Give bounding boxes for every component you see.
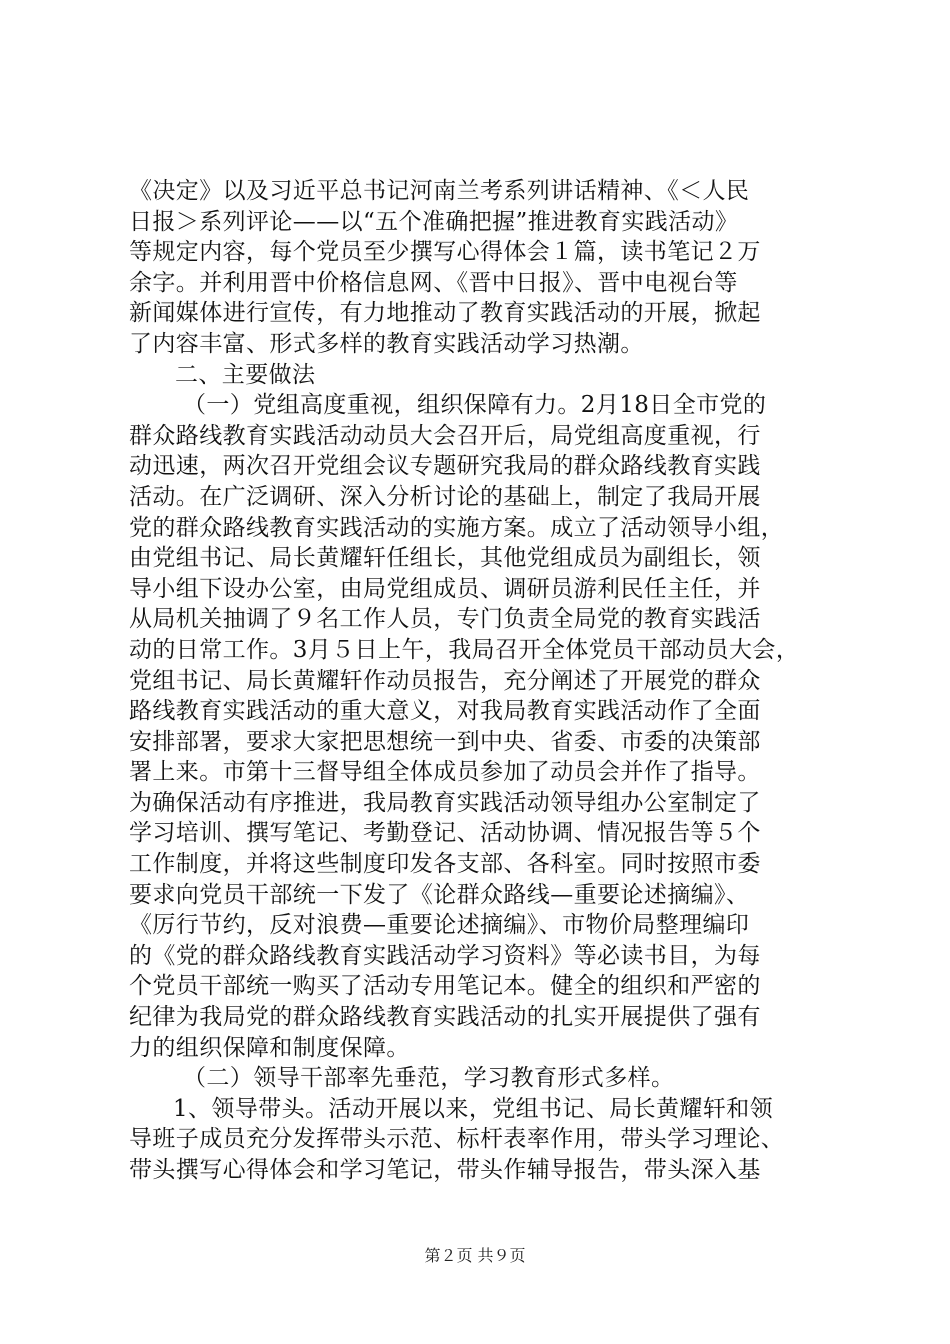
body-line: 《决定》以及习近平总书记河南兰考系列讲话精神、《＜人民 bbox=[129, 178, 750, 204]
body-line: 路线教育实践活动的重大意义，对我局教育实践活动作了全面 bbox=[129, 698, 761, 725]
body-line: 活动。在广泛调研、深入分析讨论的基础上，制定了我局开展 bbox=[129, 483, 761, 510]
body-line: 了内容丰富、形式多样的教育实践活动学习热潮。 bbox=[129, 330, 644, 357]
body-line: 日报＞系列评论——以“五个准确把握”推进教育实践活动》 bbox=[129, 208, 739, 235]
body-line: 余字。并利用晋中价格信息网、《晋中日报》、晋中电视台等 bbox=[129, 269, 738, 296]
body-line: 署上来。市第十三督导组全体成员参加了动员会并作了指导。 bbox=[129, 759, 761, 786]
body-line: 等规定内容，每个党员至少撰写心得体会１篇，读书笔记２万 bbox=[129, 239, 761, 266]
body-line: 学习培训、撰写笔记、考勤登记、活动协调、情况报告等５个 bbox=[129, 820, 761, 847]
body-line: 动迅速，两次召开党组会议专题研究我局的群众路线教育实践 bbox=[129, 453, 761, 480]
body-line: 1、领导带头。活动开展以来，党组书记、局长黄耀轩和领 bbox=[173, 1095, 774, 1122]
body-line: 工作制度，并将这些制度印发各支部、各科室。同时按照市委 bbox=[129, 851, 761, 878]
body-line: 群众路线教育实践活动动员大会召开后，局党组高度重视，行 bbox=[129, 422, 761, 449]
body-line: 纪律为我局党的群众路线教育实践活动的扎实开展提供了强有 bbox=[129, 1004, 761, 1031]
body-line: 导班子成员充分发挥带头示范、标杆表率作用，带头学习理论、 bbox=[129, 1126, 785, 1153]
body-line: 从局机关抽调了９名工作人员，专门负责全局党的教育实践活 bbox=[129, 606, 761, 633]
body-line: 《厉行节约，反对浪费—重要论述摘编》、市物价局整理编印 bbox=[129, 912, 750, 939]
body-line: 党的群众路线教育实践活动的实施方案。成立了活动领导小组， bbox=[129, 514, 785, 541]
body-line: 要求向党员干部统一下发了《论群众路线—重要论述摘编》、 bbox=[129, 881, 750, 908]
body-line: 动的日常工作。3月５日上午，我局召开全体党员干部动员大会， bbox=[129, 636, 800, 663]
body-line: 的《党的群众路线教育实践活动学习资料》等必读书目，为每 bbox=[129, 942, 761, 969]
body-line: 安排部署，要求大家把思想统一到中央、省委、市委的决策部 bbox=[129, 728, 761, 755]
subsection-heading: （二）领导干部率先垂范，学习教育形式多样。 bbox=[183, 1065, 675, 1092]
document-body bbox=[129, 176, 829, 1186]
body-line: 力的组织保障和制度保障。 bbox=[129, 1034, 410, 1061]
body-line: 新闻媒体进行宣传，有力地推动了教育实践活动的开展，掀起 bbox=[129, 300, 761, 327]
body-line: 带头撰写心得体会和学习笔记，带头作辅导报告，带头深入基 bbox=[129, 1157, 761, 1183]
section-heading: 二、主要做法 bbox=[175, 361, 316, 388]
subsection-heading: （一）党组高度重视，组织保障有力。2月18日全市党的 bbox=[183, 392, 767, 419]
body-line: 为确保活动有序推进，我局教育实践活动领导组办公室制定了 bbox=[129, 789, 761, 816]
body-line: 由党组书记、局长黄耀轩任组长，其他党组成员为副组长，领 bbox=[129, 545, 761, 572]
body-line: 党组书记、局长黄耀轩作动员报告，充分阐述了开展党的群众 bbox=[129, 667, 761, 694]
body-line: 导小组下设办公室，由局党组成员、调研员游利民任主任，并 bbox=[129, 575, 761, 602]
page-number: 第２页 共９页 bbox=[424, 1246, 526, 1265]
body-line: 个党员干部统一购买了活动专用笔记本。健全的组织和严密的 bbox=[129, 973, 761, 1000]
